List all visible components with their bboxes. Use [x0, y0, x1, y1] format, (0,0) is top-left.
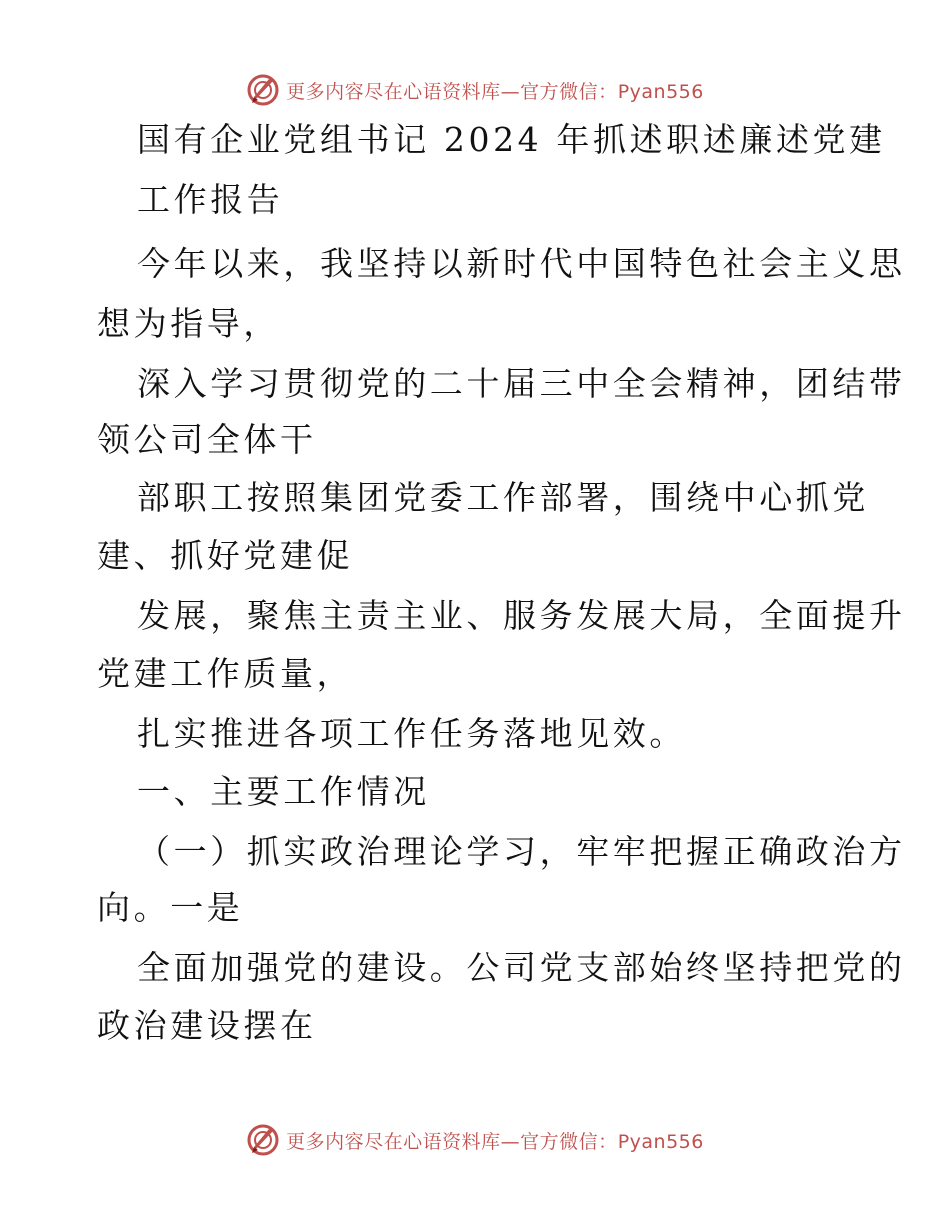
watermark-text: 更多内容尽在心语资料库—官方微信：Pyan556 [286, 1130, 704, 1153]
watermark-text: 更多内容尽在心语资料库—官方微信：Pyan556 [286, 80, 704, 103]
paragraph-line: 部职工按照集团党委工作部署，围绕中心抓党 [137, 478, 869, 517]
paragraph-line: 扎实推进各项工作任务落地见效。 [137, 714, 686, 753]
paragraph-line: 领公司全体干 [97, 420, 317, 459]
paragraph-line: 发展，聚焦主责主业、服务发展大局，全面提升 [137, 596, 906, 635]
paragraph-line: 政治建设摆在 [97, 1006, 317, 1045]
paragraph-line: 深入学习贯彻党的二十届三中全会精神，团结带 [137, 364, 906, 403]
subsection-heading: （一）抓实政治理论学习，牢牢把握正确政治方 [137, 832, 906, 871]
paragraph-line: 党建工作质量， [97, 654, 354, 693]
quill-logo-icon [246, 73, 280, 107]
header-watermark [0, 70, 950, 110]
quill-logo-icon [246, 1123, 280, 1157]
document-title-cont: 工作报告 [137, 180, 284, 219]
paragraph-line: 全面加强党的建设。公司党支部始终坚持把党的 [137, 948, 906, 987]
paragraph-line: 建、抓好党建促 [97, 536, 354, 575]
footer-watermark [0, 1120, 950, 1160]
document-title: 国有企业党组书记 2024 年抓述职述廉述党建 [137, 120, 886, 159]
paragraph-line: 想为指导， [97, 304, 280, 343]
paragraph-line: 向。一是 [97, 888, 244, 927]
paragraph-line: 今年以来，我坚持以新时代中国特色社会主义思 [137, 244, 906, 283]
section-heading: 一、主要工作情况 [137, 772, 430, 811]
